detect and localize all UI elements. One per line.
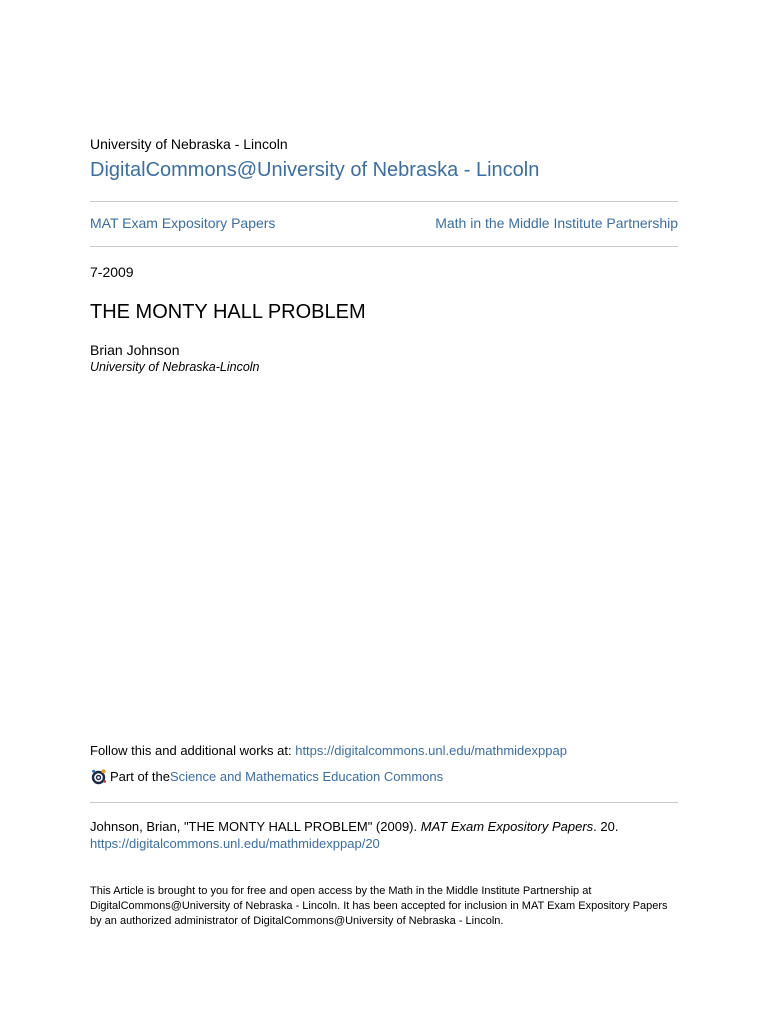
follow-line <box>90 742 567 759</box>
follow-url-link[interactable]: https://digitalcommons.unl.edu/mathmidexppap <box>295 743 567 758</box>
divider-bottom <box>90 802 678 803</box>
institution-name: University of Nebraska - Lincoln <box>90 136 288 152</box>
author-name: Brian Johnson <box>90 342 180 358</box>
author-affiliation: University of Nebraska-Lincoln <box>90 360 260 374</box>
repository-link[interactable]: DigitalCommons@University of Nebraska - Lincoln <box>90 159 540 181</box>
part-of-prefix: Part of the <box>110 769 170 784</box>
access-notice: This Article is brought to you for free and open access by the Math in the Middle Institute Partnership at DigitalCommons@University of Nebraska - Lincoln. It has been accepted for inclusion in MAT Exam Expository Papers by an authorized administrator of DigitalCommons@University of Nebraska - Lincoln. <box>90 885 668 927</box>
part-of-line <box>90 768 443 785</box>
divider-top <box>90 201 678 202</box>
citation-number: . 20. <box>593 819 619 834</box>
publication-date: 7-2009 <box>90 264 134 280</box>
program-link[interactable]: Math in the Middle Institute Partnership <box>435 215 678 231</box>
citation-text: Johnson, Brian, "THE MONTY HALL PROBLEM" (2009). <box>90 819 421 834</box>
follow-prefix: Follow this and additional works at: <box>90 743 296 758</box>
article-title: THE MONTY HALL PROBLEM <box>90 301 366 323</box>
divider-nav <box>90 246 678 247</box>
recommended-citation <box>90 818 678 852</box>
cover-page <box>90 0 678 1024</box>
series-link[interactable]: MAT Exam Expository Papers <box>90 215 276 231</box>
citation-journal: MAT Exam Expository Papers <box>420 819 594 834</box>
commons-discipline-link[interactable]: Science and Mathematics Education Commons <box>169 769 444 784</box>
citation-url-link[interactable]: https://digitalcommons.unl.edu/mathmidexppap/20 <box>90 836 380 851</box>
network-commons-icon <box>90 768 107 785</box>
